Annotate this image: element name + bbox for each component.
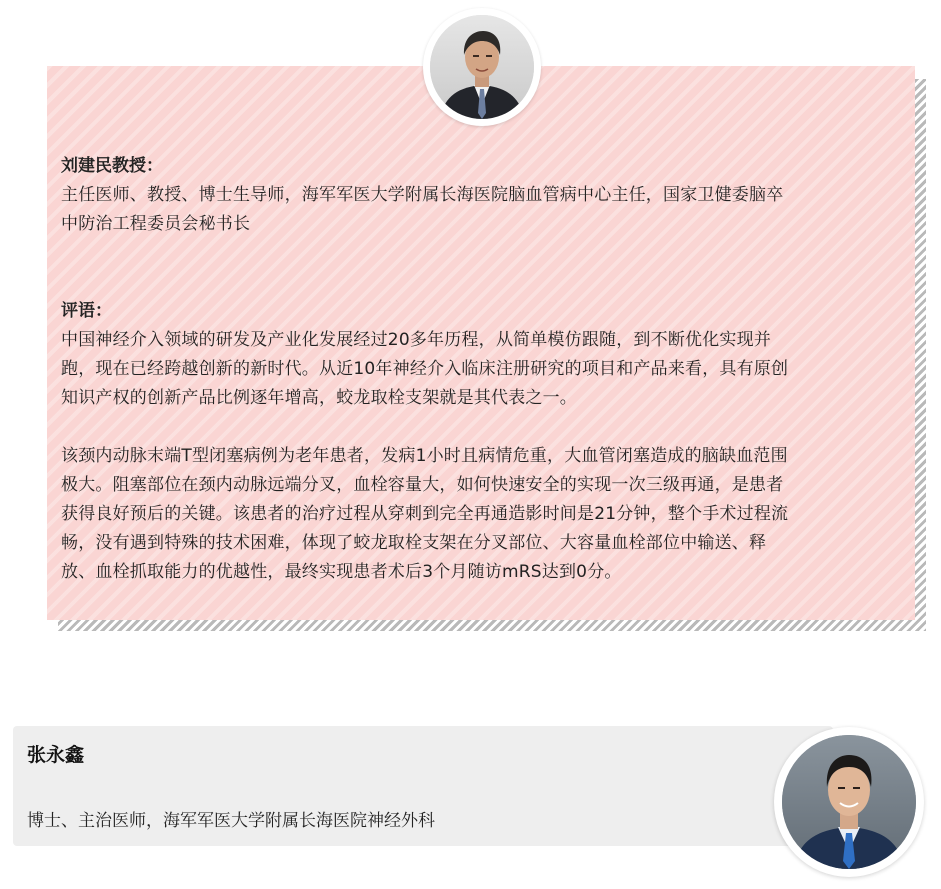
review-paragraph-line: 该颈内动脉末端T型闭塞病例为老年患者，发病1小时且病情危重，大血管闭塞造成的脑缺血范围: [61, 446, 788, 466]
review-paragraph-line: 知识产权的创新产品比例逐年增高，蛟龙取栓支架就是其代表之一。: [61, 388, 577, 408]
review-paragraph-line: 放、血栓抓取能力的优越性，最终实现患者术后3个月随访mRS达到0分。: [61, 562, 622, 582]
expert-bio: 博士、主治医师，海军军医大学附属长海医院神经外科: [27, 811, 435, 831]
portrait-photo: [430, 15, 534, 119]
portrait-photo: [782, 735, 916, 869]
expert-name: 张永鑫: [27, 744, 85, 766]
avatar-zhang: [774, 727, 924, 877]
review-paragraph-line: 获得良好预后的关键。该患者的治疗过程从穿刺到完全再通造影时间是21分钟，整个手术过程流: [61, 504, 789, 524]
review-paragraph-line: 畅，没有遇到特殊的技术困难，体现了蛟龙取栓支架在分叉部位、大容量血栓部位中输送、释: [61, 533, 767, 553]
review-paragraph-line: 跑，现在已经跨越创新的新时代。从近10年神经介入临床注册研究的项目和产品来看，具有原创: [61, 359, 789, 379]
review-paragraph-line: 极大。阻塞部位在颈内动脉远端分叉，血栓容量大，如何快速安全的实现一次三级再通，是患者: [61, 475, 784, 495]
expert-bio-line: 主任医师、教授、博士生导师，海军军医大学附属长海医院脑血管病中心主任，国家卫健委脑卒: [61, 185, 784, 205]
review-label: 评语：: [61, 301, 112, 321]
avatar-liu: [423, 8, 541, 126]
expert-card-zhang: [13, 726, 833, 846]
expert-card-liu: [47, 66, 915, 620]
review-paragraph-line: 中国神经介入领域的研发及产业化发展经过20多年历程，从简单模仿跟随，到不断优化实现并: [61, 330, 772, 350]
expert-name-title: 刘建民教授：: [61, 156, 163, 176]
expert-bio-line: 中防治工程委员会秘书长: [61, 214, 251, 234]
